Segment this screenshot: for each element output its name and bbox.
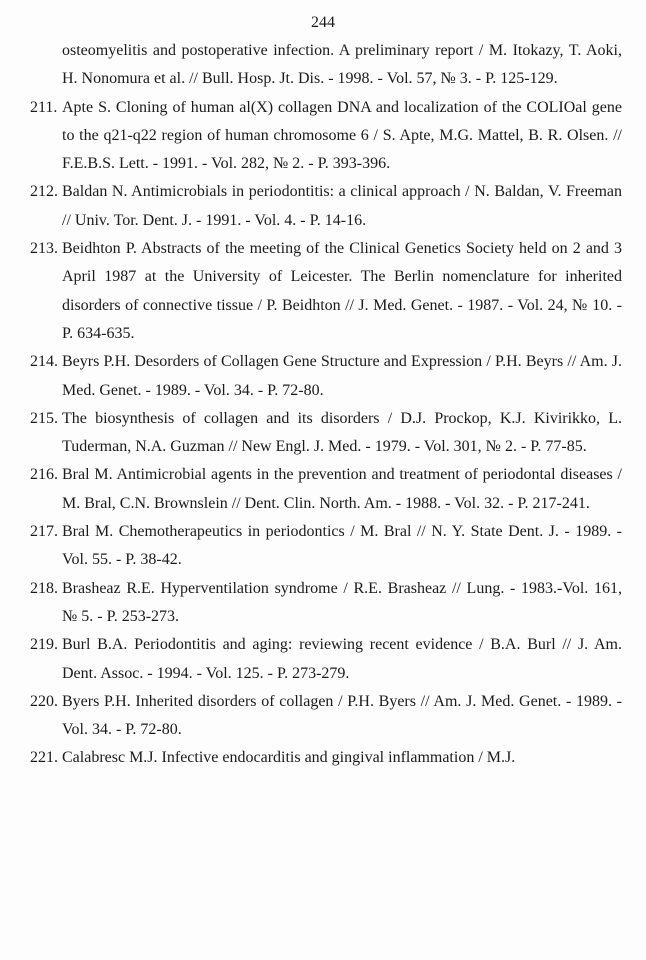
- reference-text: Beyrs P.H. Desorders of Collagen Gene Structure and Expression / P.H. Beyrs // Am. J. Med. Genet. - 1989. - Vol. 34. - P. 72-80.: [62, 353, 622, 399]
- reference-number: 214.: [30, 353, 58, 371]
- reference-item: [30, 575, 622, 632]
- reference-number: 212.: [30, 183, 58, 201]
- reference-text: Beidhton P. Abstracts of the meeting of the Clinical Genetics Society held on 2 and 3 April 1987 at the University of Leicester. The Berlin nomenclature for inherited disorders of connective tissue / P. Beidhton // J. Med. Genet. - 1987. - Vol. 24, № 10. - P. 634-635.: [62, 240, 622, 342]
- reference-item: [30, 94, 622, 179]
- reference-number: 219.: [30, 636, 58, 654]
- reference-item: [30, 235, 622, 348]
- reference-number: 216.: [30, 466, 58, 484]
- reference-text: osteomyelitis and postoperative infection. A preliminary report / M. Itokazy, T. Aoki, H. Nonomura et al. // Bull. Hosp. Jt. Dis. - 1998. - Vol. 57, № 3. - P. 125-129.: [62, 42, 622, 88]
- reference-number: 217.: [30, 523, 58, 541]
- reference-number: 215.: [30, 409, 58, 427]
- reference-text: Burl B.A. Periodontitis and aging: reviewing recent evidence / B.A. Burl // J. Am. Dent. Assoc. - 1994. - Vol. 125. - P. 273-279.: [62, 636, 622, 682]
- reference-item: [30, 37, 622, 94]
- reference-item: [30, 631, 622, 688]
- page-number: 244: [311, 14, 335, 31]
- reference-item: [30, 405, 622, 462]
- reference-number: 220.: [30, 692, 58, 710]
- reference-text: The biosynthesis of collagen and its disorders / D.J. Prockop, K.J. Kivirikko, L. Tuderman, N.A. Guzman // New Engl. J. Med. - 1979. - Vol. 301, № 2. - P. 77-85.: [62, 409, 622, 456]
- reference-text: Apte S. Cloning of human al(X) collagen DNA and localization of the COLIOal gene to the q21-q22 region of human chromosome 6 / S. Apte, M.G. Mattel, B. R. Olsen. // F.E.B.S. Lett. - 1991. - Vol. 282, № 2. - P. 393-396.: [62, 98, 622, 173]
- reference-text: Byers P.H. Inherited disorders of collagen / P.H. Byers // Am. J. Med. Genet. - 1989. - Vol. 34. - P. 72-80.: [62, 692, 622, 739]
- reference-text: Baldan N. Antimicrobials in periodontitis: a clinical approach / N. Baldan, V. Freeman // Univ. Tor. Dent. J. - 1991. - Vol. 4. - P. 14-16.: [62, 183, 622, 229]
- reference-item: [30, 744, 622, 772]
- reference-text: Bral M. Chemotherapeutics in periodontics / M. Bral // N. Y. State Dent. J. - 1989. - Vol. 55. - P. 38-42.: [62, 523, 622, 569]
- reference-number: 218.: [30, 579, 58, 597]
- reference-number: 221.: [30, 749, 58, 767]
- reference-item: [30, 688, 622, 745]
- reference-item: [30, 348, 622, 405]
- reference-item: [30, 461, 622, 518]
- reference-list: [30, 37, 622, 773]
- reference-text: Calabresc M.J. Infective endocarditis and gingival inflammation / M.J.: [62, 749, 516, 767]
- reference-text: Bral M. Antimicrobial agents in the prevention and treatment of periodontal diseases / M. Bral, C.N. Brownslein // Dent. Clin. North. Am. - 1988. - Vol. 32. - P. 217-241.: [62, 466, 622, 512]
- reference-item: [30, 178, 622, 235]
- reference-number: 211.: [30, 98, 58, 116]
- reference-item: [30, 518, 622, 575]
- reference-text: Brasheaz R.E. Hyperventilation syndrome / R.E. Brasheaz // Lung. - 1983.-Vol. 161, № 5. - P. 253-273.: [62, 579, 622, 625]
- reference-number: 213.: [30, 240, 58, 258]
